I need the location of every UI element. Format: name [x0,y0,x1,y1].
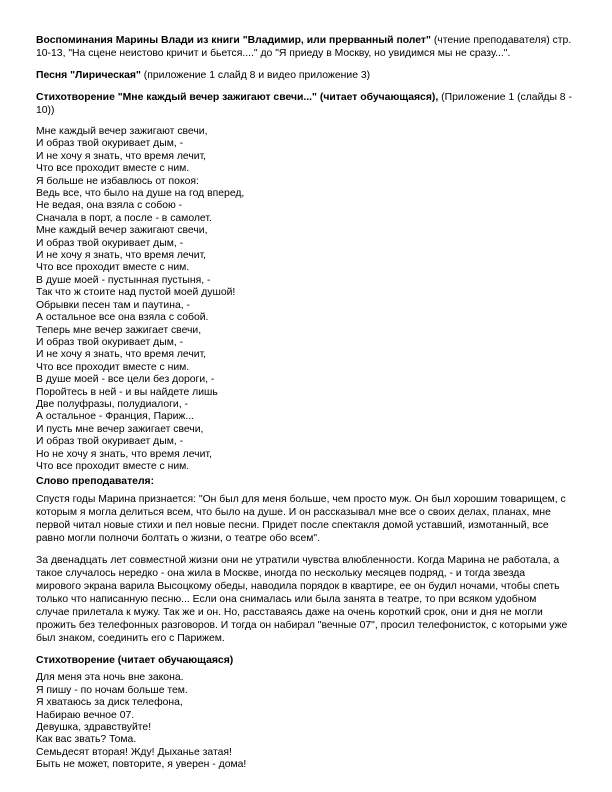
poem-line: Как вас звать? Тома. [36,734,137,746]
poem-line: Поройтесь в ней - и вы найдете лишь [36,386,218,398]
teacher-paragraph-1: Спустя годы Марина признается: "Он был для меня больше, чем просто муж. Он был хорошим товарищем, с которым я могла делиться всем, что было на душе. И он рассказывал мне все о своих делах, планах, мне первой читал новые стихи и пел новые песни. Придет после спектакля домой уставший, измотанный, все равно могли полночи болтать о жизни, о театре обо всем". [36,494,566,545]
paragraph-poem1-heading [36,91,572,117]
poem-line: Две полуфразы, полудиалоги, - [36,398,188,410]
song-title: Песня "Лирическая" [36,70,141,81]
poem-telephone [36,672,572,771]
poem-line: Что все проходит вместе с ним. [36,262,190,274]
memoirs-details: (чтение преподавателя) стр. 10-13, "На сцене неистово кричит и бьется...." до "Я приеду в Москву, но увидимся мы не сразу...". [36,35,572,59]
poem-line: Обрывки песен там и паутина, - [36,299,190,311]
poem-line: Но не хочу я знать, что время лечит, [36,448,212,460]
poem-line: Не ведая, она взяла с собою - [36,200,183,212]
poem-line: И образ твой окуривает дым, - [36,336,184,348]
poem-line: Сначала в порт, а после - в самолет. [36,212,212,224]
poem-line: Быть не может, повторите, я уверен - дома! [36,759,247,771]
poem1-title: Стихотворение "Мне каждый вечер зажигают свечи..." (читает обучающаяся), [36,92,439,103]
poem-line: Что все проходит вместе с ним. [36,460,190,472]
poem-line: И образ твой окуривает дым, - [36,237,184,249]
poem-line: Ведь все, что было на душе на год вперед, [36,188,245,200]
poem-line: И не хочу я знать, что время лечит, [36,250,207,262]
poem-candles [36,126,572,473]
poem-line: Что все проходит вместе с ним. [36,163,190,175]
memoirs-title: Воспоминания Марины Влади из книги "Владимир, или прерванный полет" [36,35,431,46]
song-details: (приложение 1 слайд 8 и видео приложение 3) [140,70,371,81]
poem-line: Что все проходит вместе с ним. [36,361,190,373]
teacher-paragraph-2: За двенадцать лет совместной жизни они не утратили чувства влюбленности. Когда Марина не работала, а такое случалось нередко - она жила в Москве, иногда по нескольку месяцев подряд, - и тогда звезда мирового экрана варила Высоцкому обеды, наводила порядок в квартире, ее он будил ночами, чтобы спеть только что написанную песню... Если она снималась или была занята в театре, то при всяком удобном случае прилетала к мужу. Так же и он. Но, расставаясь даже на очень короткий срок, они и дня не могли прожить без телефонных разговоров. И тогда он набирал "вечные 07", просил телефонисток, с которыми уже был знаком, соединить его с Парижем. [36,555,568,645]
paragraph-memoirs [36,34,572,60]
poem-line: Набираю вечное 07. [36,709,135,721]
poem-line: И образ твой окуривает дым, - [36,436,184,448]
poem-line: И пусть мне вечер зажигает свечи, [36,423,204,435]
poem-line: И образ твой окуривает дым, - [36,138,184,150]
paragraph-song [36,69,572,82]
poem-line: А остальное - Франция, Париж... [36,411,195,423]
poem-line: Я больше не избавлюсь от покоя: [36,175,199,187]
poem-line: Я пишу - по ночам больше тем. [36,684,188,696]
poem-line: В душе моей - пустынная пустыня, - [36,274,211,286]
teacher-heading: Слово преподавателя: [36,476,155,488]
poem-line: И не хочу я знать, что время лечит, [36,349,207,361]
poem2-heading: Стихотворение (читает обучающаяся) [36,655,234,667]
poem-line: Теперь мне вечер зажигает свечи, [36,324,202,336]
poem-line: Семьдесят вторая! Жду! Дыханье затая! [36,746,232,758]
poem-line: А остальное все она взяла с собой. [36,312,209,324]
poem-line: В душе моей - все цели без дороги, - [36,374,215,386]
poem-line: Девушка, здравствуйте! [36,722,152,733]
poem-line: Для меня эта ночь вне закона. [36,672,184,684]
poem-line: Мне каждый вечер зажигают свечи, [36,126,208,137]
poem-line: Мне каждый вечер зажигают свечи, [36,225,208,237]
poem1-details: (Приложение 1 (слайды 8 - 10)) [36,92,572,116]
poem-line: И не хочу я знать, что время лечит, [36,150,207,162]
poem-line: Так что ж стоите над пустой моей душой! [36,287,236,299]
poem-line: Я хватаюсь за диск телефона, [36,697,183,709]
